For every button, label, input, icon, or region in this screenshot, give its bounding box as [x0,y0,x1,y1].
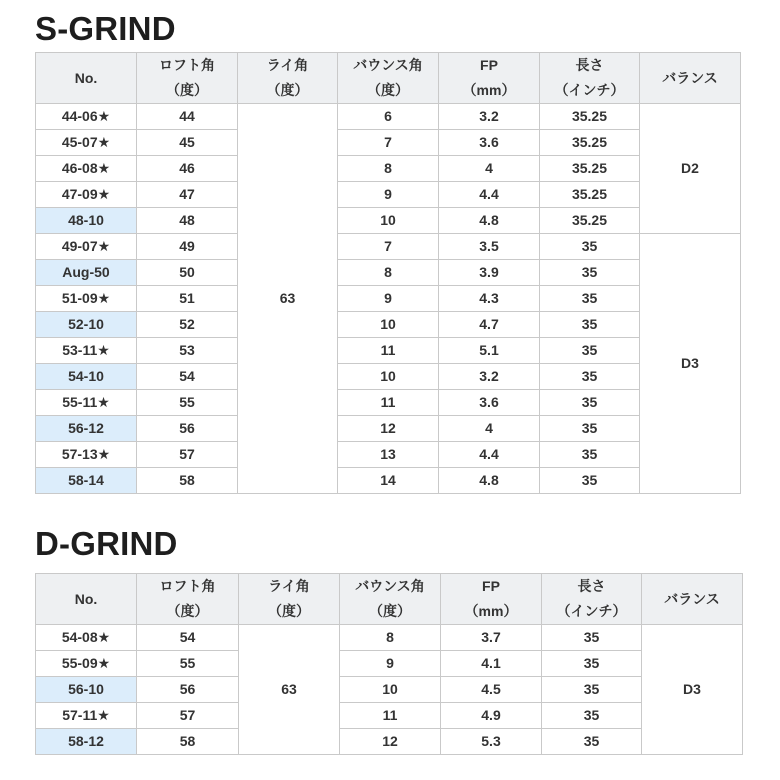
loft-angle-cell: 58 [137,729,239,755]
header-unit: （インチ） [554,82,625,98]
length-cell: 35 [542,625,642,651]
bounce-angle-cell: 9 [338,182,439,208]
fp-cell: 3.9 [439,260,540,286]
column-header-lie-angle [239,574,340,625]
header-unit: （度） [166,82,208,98]
fp-cell: 4.3 [439,286,540,312]
model-number-cell: 54-10 [36,364,137,390]
header-row [36,574,743,625]
fp-cell: 4.7 [439,312,540,338]
header-label: ライ角 [266,57,309,73]
table-row [36,234,741,260]
loft-angle-cell: 57 [137,703,239,729]
header-label: ロフト角 [159,578,216,594]
fp-cell: 5.3 [441,729,542,755]
header-unit: （mm） [464,603,518,619]
column-header-loft-angle [137,53,238,104]
column-header-length [540,53,640,104]
fp-cell: 4.8 [439,208,540,234]
table-row [36,104,741,130]
fp-cell: 5.1 [439,338,540,364]
balance-cell: D2 [640,104,741,234]
loft-angle-cell: 51 [137,286,238,312]
model-number-cell: 47-09★ [36,182,137,208]
bounce-angle-cell: 9 [338,286,439,312]
table-row [36,703,743,729]
length-cell: 35.25 [540,104,640,130]
length-cell: 35 [540,234,640,260]
model-number-cell: 56-12 [36,416,137,442]
table-header [36,574,743,625]
bounce-angle-cell: 8 [340,625,441,651]
fp-cell: 4.5 [441,677,542,703]
fp-cell: 4.4 [439,442,540,468]
header-unit: （度） [268,603,310,619]
fp-cell: 4.9 [441,703,542,729]
column-header-fp [439,53,540,104]
length-cell: 35 [540,364,640,390]
bounce-angle-cell: 7 [338,234,439,260]
loft-angle-cell: 53 [137,338,238,364]
column-header-lie-angle [238,53,338,104]
model-number-cell: 57-11★ [36,703,137,729]
header-unit: （mm） [462,82,516,98]
length-cell: 35 [540,286,640,312]
model-number-cell: 48-10 [36,208,137,234]
model-number-cell: 57-13★ [36,442,137,468]
loft-angle-cell: 52 [137,312,238,338]
length-cell: 35 [540,442,640,468]
table-row [36,338,741,364]
header-row [36,53,741,104]
bounce-angle-cell: 13 [338,442,439,468]
length-cell: 35 [540,468,640,494]
table-row [36,625,743,651]
lie-angle-cell: 63 [239,625,340,755]
bounce-angle-cell: 7 [338,130,439,156]
bounce-angle-cell: 11 [338,338,439,364]
header-label: FP [480,57,498,73]
loft-angle-cell: 56 [137,677,239,703]
column-header-balance: バランス [640,53,741,104]
bounce-angle-cell: 8 [338,260,439,286]
table-row [36,677,743,703]
column-header-length [542,574,642,625]
lie-angle-cell: 63 [238,104,338,494]
length-cell: 35.25 [540,130,640,156]
loft-angle-cell: 45 [137,130,238,156]
model-number-cell: 51-09★ [36,286,137,312]
loft-angle-cell: 44 [137,104,238,130]
table-header [36,53,741,104]
header-label: バウンス角 [353,57,423,73]
fp-cell: 3.6 [439,130,540,156]
length-cell: 35 [540,338,640,364]
table-row [36,364,741,390]
loft-angle-cell: 54 [137,625,239,651]
model-number-cell: 46-08★ [36,156,137,182]
length-cell: 35 [540,260,640,286]
loft-angle-cell: 46 [137,156,238,182]
d-grind-spec-table [35,573,743,755]
fp-cell: 3.2 [439,104,540,130]
bounce-angle-cell: 14 [338,468,439,494]
fp-cell: 3.2 [439,364,540,390]
table-row [36,729,743,755]
column-header-no: No. [36,574,137,625]
column-header-bounce-angle [340,574,441,625]
fp-cell: 4.8 [439,468,540,494]
bounce-angle-cell: 9 [340,651,441,677]
header-label: FP [482,578,500,594]
bounce-angle-cell: 10 [338,312,439,338]
fp-cell: 4.1 [441,651,542,677]
table-row [36,182,741,208]
header-label: 長さ [577,578,606,594]
table-body [36,104,741,494]
length-cell: 35 [542,729,642,755]
table-row [36,156,741,182]
fp-cell: 4.4 [439,182,540,208]
fp-cell: 3.5 [439,234,540,260]
loft-angle-cell: 55 [137,390,238,416]
header-label: ロフト角 [159,57,215,73]
header-unit: （度） [367,82,409,98]
table-row [36,442,741,468]
bounce-angle-cell: 10 [340,677,441,703]
header-unit: （度） [369,603,411,619]
bounce-angle-cell: 10 [338,208,439,234]
model-number-cell: 58-14 [36,468,137,494]
model-number-cell: 44-06★ [36,104,137,130]
header-label: ライ角 [268,578,310,594]
loft-angle-cell: 57 [137,442,238,468]
length-cell: 35 [542,651,642,677]
model-number-cell: 54-08★ [36,625,137,651]
fp-cell: 4 [439,416,540,442]
table-row [36,416,741,442]
section-title-d-grind: D-GRIND [35,525,178,562]
table-row [36,286,741,312]
bounce-angle-cell: 11 [338,390,439,416]
model-number-cell: 58-12 [36,729,137,755]
model-number-cell: 55-11★ [36,390,137,416]
model-number-cell: 45-07★ [36,130,137,156]
bounce-angle-cell: 12 [338,416,439,442]
table-row [36,208,741,234]
loft-angle-cell: 54 [137,364,238,390]
balance-cell: D3 [640,234,741,494]
length-cell: 35.25 [540,182,640,208]
table-row [36,468,741,494]
model-number-cell: 55-09★ [36,651,137,677]
bounce-angle-cell: 11 [340,703,441,729]
column-header-fp [441,574,542,625]
s-grind-spec-table [35,52,741,494]
table-row [36,130,741,156]
header-label: バウンス角 [355,578,425,594]
model-number-cell: 49-07★ [36,234,137,260]
loft-angle-cell: 47 [137,182,238,208]
table-row [36,390,741,416]
length-cell: 35 [540,312,640,338]
column-header-bounce-angle [338,53,439,104]
loft-angle-cell: 50 [137,260,238,286]
loft-angle-cell: 48 [137,208,238,234]
table-row [36,260,741,286]
column-header-no: No. [36,53,137,104]
loft-angle-cell: 55 [137,651,239,677]
model-number-cell: 52-10 [36,312,137,338]
model-number-cell: Aug-50 [36,260,137,286]
fp-cell: 3.7 [441,625,542,651]
model-number-cell: 56-10 [36,677,137,703]
table-row [36,312,741,338]
loft-angle-cell: 58 [137,468,238,494]
bounce-angle-cell: 10 [338,364,439,390]
length-cell: 35 [540,416,640,442]
model-number-cell: 53-11★ [36,338,137,364]
loft-angle-cell: 49 [137,234,238,260]
length-cell: 35.25 [540,208,640,234]
length-cell: 35 [542,703,642,729]
header-unit: （インチ） [556,603,627,619]
header-unit: （度） [166,603,209,619]
loft-angle-cell: 56 [137,416,238,442]
header-label: 長さ [575,57,604,73]
bounce-angle-cell: 12 [340,729,441,755]
header-unit: （度） [266,82,309,98]
column-header-balance: バランス [642,574,743,625]
balance-cell: D3 [642,625,743,755]
table-body [36,625,743,755]
length-cell: 35 [540,390,640,416]
section-title-s-grind: S-GRIND [35,10,176,47]
fp-cell: 4 [439,156,540,182]
fp-cell: 3.6 [439,390,540,416]
table-row [36,651,743,677]
bounce-angle-cell: 8 [338,156,439,182]
length-cell: 35.25 [540,156,640,182]
column-header-loft-angle [137,574,239,625]
bounce-angle-cell: 6 [338,104,439,130]
length-cell: 35 [542,677,642,703]
